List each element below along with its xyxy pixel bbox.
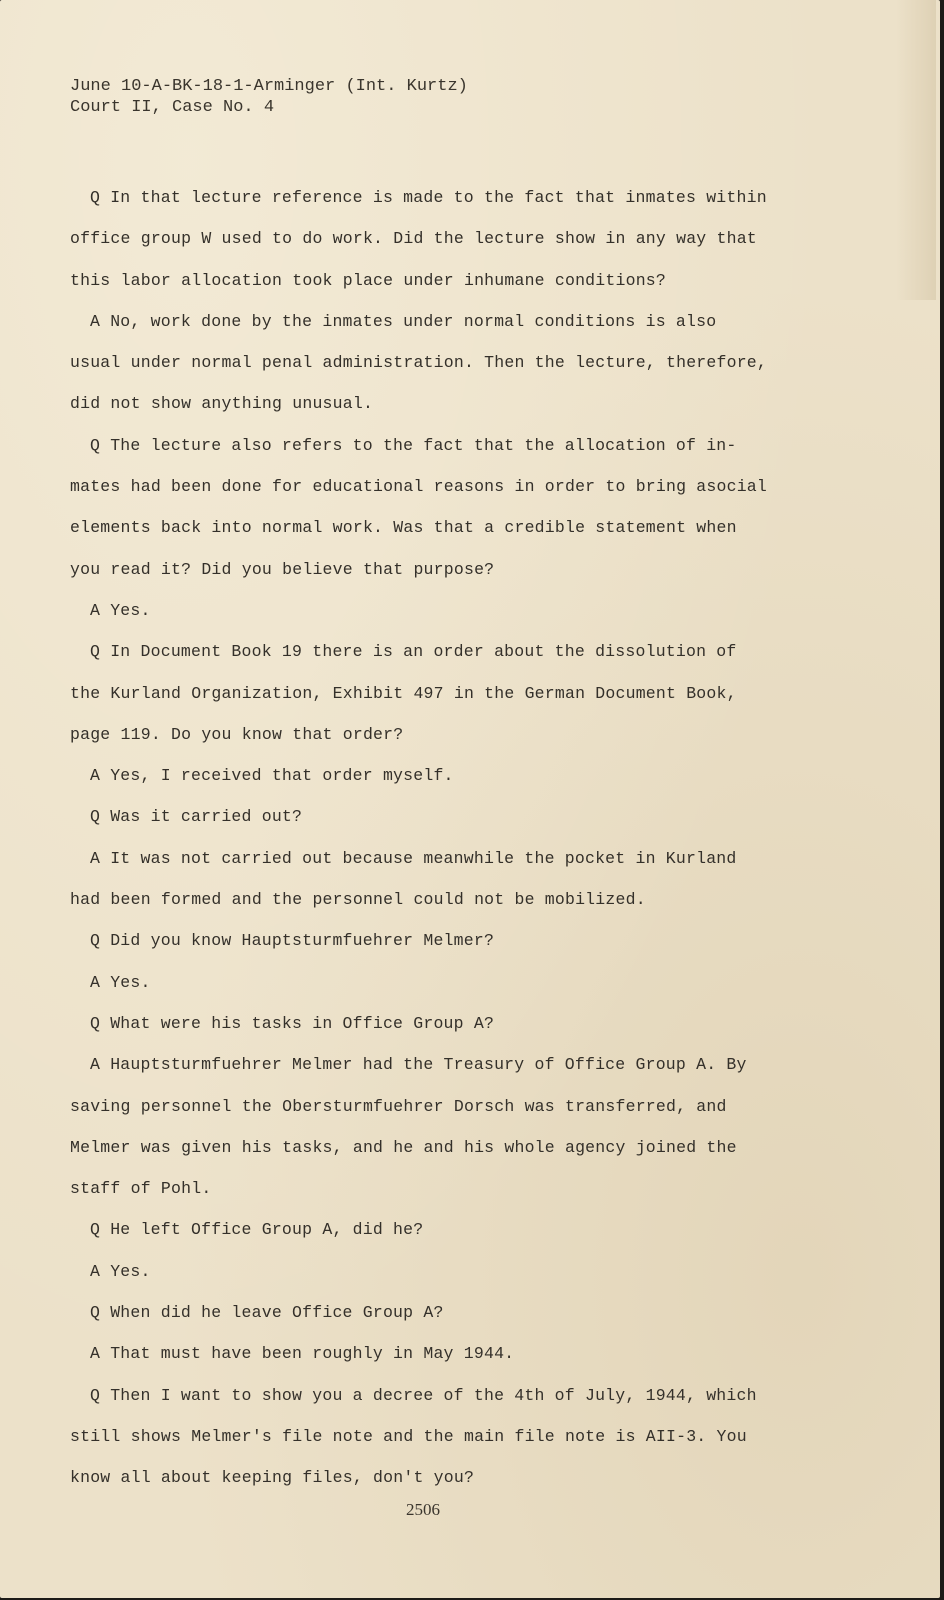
transcript-line: this labor allocation took place under inhumane conditions?: [70, 270, 666, 290]
transcript-line: staff of Pohl.: [70, 1179, 212, 1199]
transcript-paragraph: [70, 590, 790, 631]
transcript-paragraph: [70, 1375, 790, 1499]
transcript-paragraph: [70, 1209, 790, 1250]
transcript-line: know all about keeping files, don't you?: [70, 1468, 475, 1488]
transcript-paragraph: [70, 301, 790, 425]
transcript-paragraph: [70, 1333, 790, 1374]
transcript-line: the Kurland Organization, Exhibit 497 in the German Document Book,: [70, 683, 737, 703]
transcript-line: office group W used to do work. Did the lecture show in any way that: [70, 229, 757, 249]
transcript-line: you read it? Did you believe that purpose?: [70, 559, 495, 579]
transcript-paragraph: [70, 838, 790, 921]
transcript-line: Q Did you know Hauptsturmfuehrer Melmer?: [90, 931, 495, 951]
transcript-line: Q In that lecture reference is made to the fact that inmates within: [90, 188, 767, 207]
transcript-paragraph: [70, 796, 790, 837]
transcript-line: Q What were his tasks in Office Group A?: [90, 1013, 495, 1033]
transcript-line: A Yes.: [90, 972, 151, 992]
transcript-line: A Hauptsturmfuehrer Melmer had the Treasury of Office Group A. By: [90, 1055, 747, 1075]
transcript-line: Q Then I want to show you a decree of the 4th of July, 1944, which: [90, 1385, 757, 1405]
transcript-paragraph: [70, 1251, 790, 1292]
header-line-2: Court II, Case No. 4: [70, 98, 275, 117]
transcript-paragraph: [70, 1003, 790, 1044]
paper-stain: [896, 0, 936, 300]
transcript-paragraph: [70, 631, 790, 755]
transcript-line: usual under normal penal administration. Then the lecture, therefore,: [70, 353, 768, 373]
transcript-line: Melmer was given his tasks, and he and his whole agency joined the: [70, 1137, 737, 1157]
transcript-line: did not show anything unusual.: [70, 394, 374, 414]
transcript-line: A No, work done by the inmates under normal conditions is also: [90, 311, 717, 331]
transcript-line: Q When did he leave Office Group A?: [90, 1303, 444, 1323]
transcript-paragraph: [70, 1044, 790, 1209]
transcript-line: page 119. Do you know that order?: [70, 724, 404, 744]
transcript-line: Q Was it carried out?: [90, 807, 303, 827]
transcript-line: still shows Melmer's file note and the main file note is AII-3. You: [70, 1426, 747, 1446]
transcript-line: saving personnel the Obersturmfuehrer Dorsch was transferred, and: [70, 1096, 727, 1116]
transcript-line: A It was not carried out because meanwhile the pocket in Kurland: [90, 848, 737, 868]
transcript-body: [70, 177, 790, 1499]
transcript-line: A Yes.: [90, 600, 151, 620]
transcript-line: elements back into normal work. Was that a credible statement when: [70, 518, 737, 538]
transcript-line: A Yes, I received that order myself.: [90, 766, 454, 786]
transcript-paragraph: [70, 177, 790, 301]
transcript-paragraph: [70, 425, 790, 590]
transcript-line: Q In Document Book 19 there is an order about the dissolution of: [90, 642, 737, 662]
transcript-paragraph: [70, 1292, 790, 1333]
transcript-line: had been formed and the personnel could not be mobilized.: [70, 890, 646, 910]
transcript-line: mates had been done for educational reasons in order to bring asocial: [70, 477, 768, 497]
transcript-line: A That must have been roughly in May 1944.: [90, 1344, 515, 1364]
header-line-1: June 10-A-BK-18-1-Arminger (Int. Kurtz): [70, 77, 468, 96]
transcript-line: A Yes.: [90, 1261, 151, 1281]
transcript-paragraph: [70, 755, 790, 796]
document-header: [70, 76, 468, 118]
transcript-line: Q The lecture also refers to the fact that the allocation of in-: [90, 435, 737, 455]
page-number: 2506: [406, 1500, 440, 1519]
transcript-paragraph: [70, 920, 790, 961]
transcript-paragraph: [70, 962, 790, 1003]
transcript-line: Q He left Office Group A, did he?: [90, 1220, 424, 1240]
